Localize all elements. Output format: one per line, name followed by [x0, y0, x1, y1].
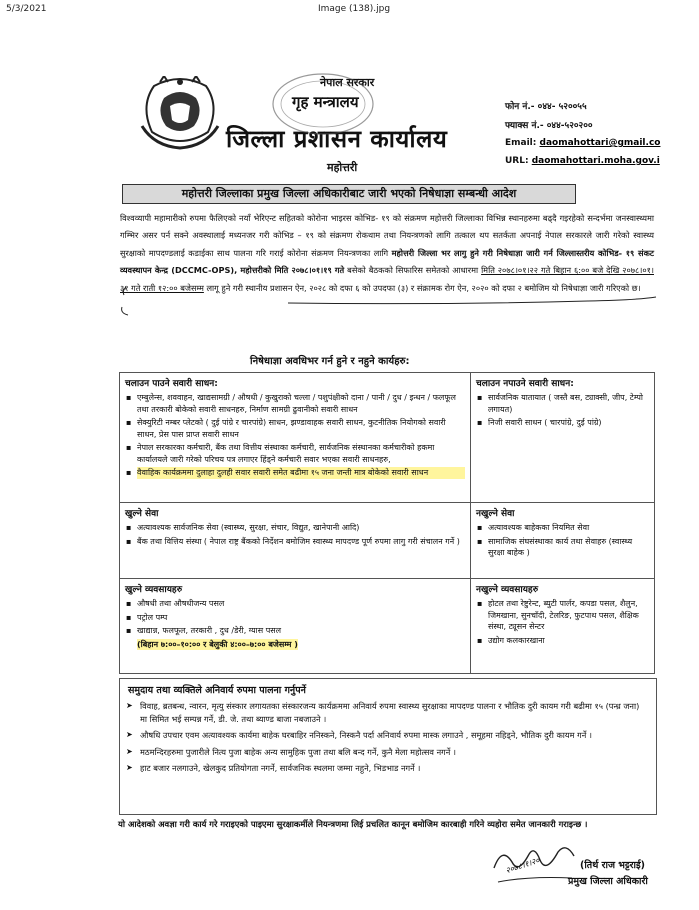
signatory-name: (तिर्थ राज भट्टराई) [580, 860, 645, 871]
list-item: ▪ बैंक तथा वित्तिय संस्था ( नेपाल राष्ट्र बैंकको निर्देशन बमोजिम स्वास्थ्य मापदण्ड पूर्ण रुपमा लागु गरी संचालन गर्ने ) [137, 536, 465, 548]
email-label: Email: [505, 138, 537, 148]
services-open-heading: खुल्ने सेवा [125, 509, 159, 519]
list-item: ▪ वैवाहिक कार्यक्रममा दुलाहा दुलही सवार सवारी समेत बढीमा १५ जना जन्ती मात्र बोकेको सवारी साधन [137, 467, 465, 479]
fax-number: फ्याक्स नं.- ०४४-५२०२०० [505, 121, 593, 131]
district-name: महोत्तरी [327, 161, 358, 174]
list-item: ▪ उद्योग कलकारखाना [488, 635, 649, 647]
services-closed-heading: नखुल्ने सेवा [476, 509, 515, 519]
list-item: ▪ होटल तथा रेष्टुरेन्ट, ब्युटी पार्लर, कपडा पसल, शैलुन, जिमखाना, सुनचाँदी, टेलरिङ, फुटपाथ पसल, शैक्षिक संस्था, ट्यूसन सेन्टर [488, 598, 649, 633]
ministry-name: गृह मन्त्रालय [292, 93, 359, 111]
intro-text-2: बसेको बैठकको सिफारिस समेतको आधारमा [347, 265, 479, 276]
print-date: 5/3/2021 [6, 4, 47, 14]
intro-date-range: मिति २०७८।०१।२२ गते बिहान ६:०० बजे देखि २०७८।०१।३१ गते राती १२:०० बजेसम्म [120, 265, 654, 293]
business-open-cell [120, 579, 471, 674]
services-open-list [125, 522, 465, 547]
list-item: ▪ औषधी तथा औषधीजन्य पसल [137, 598, 465, 610]
intro-text-3: लागू हुने गरी स्थानीय प्रशासन ऐन, २०२८ को दफा ६ को उपदफा (३) र संक्रामक रोग ऐन, २०२० को दफा २ बमोजिम यो निषेधाज्ञा जारी गरिएको छ। [206, 282, 641, 293]
services-closed-cell [471, 503, 655, 579]
list-item: ▪ नेपाल सरकारका कर्मचारी, बैंक तथा वित्तीय संस्थाका कर्मचारी, सार्वजनिक संस्थानका कर्मचारीको हकमा कार्यालयले जारी गरेको परिचय पत्र लगाएर हिंड्ने कर्मचारी सवार भएका सवारी साधनहरु, [137, 442, 465, 465]
rules-table [119, 372, 655, 674]
services-open-cell [120, 503, 471, 579]
intro-text-1: विश्वव्यापी महामारीको रुपमा फैलिएको नयाँ भेरिएन्ट सहितको कोरोना भाइरस कोभिड- १९ को संक्रमण महोत्तरी जिल्लाका विभिन्न स्थानहरुमा बढ्दै गइरहेको सन्दर्भमा जनस्वास्थ्यमा गम्भिर असर पर्न सक्ने अवस्थालाई मध्यनजर गरी कोभिड – १९ को संक्रमण रोकथाम तथा नियन्त्रणको लागि तत्काल थप सतर्कता अपनाई नेपाल सरकारले जारी गरेको स्वास्थ्य सुरक्षाको मापदण्डलाई कडाईका साथ पालना गरि गराई कोरोना संक्रमण नियन्त्रणका लागि [120, 213, 654, 258]
list-item: ▪ अत्यावश्यक सार्वजनिक सेवा (स्वास्थ्य, सुरक्षा, संचार, विद्युत, खानेपानी आदि) [137, 522, 465, 534]
vehicles-denied-heading: चलाउन नपाउने सवारी साधन: [476, 379, 574, 389]
services-closed-list [476, 522, 649, 559]
list-item: ▪ सामाजिक संघसंस्थाका कार्य तथा सेवाहरु (स्वास्थ्य सुरक्षा बाहेक ) [488, 536, 649, 559]
business-closed-list [476, 598, 649, 646]
govt-name: नेपाल सरकार [320, 76, 375, 89]
list-item: ▪ खाद्यान्न, फलफूल, तरकारी , दुध /डेरी, ग्यास पसल [137, 625, 465, 637]
list-item: ➤ औषधि उपचार एवम अत्यावश्यक कार्यमा बाहेक घरबाहिर ननिस्कने, निस्कनै पर्दा अनिवार्य रुपमा मास्क लगाउने , समूहमा नहिड्ने, भौतिक दुरी कायम गर्ने । [126, 729, 648, 742]
signature-date: २०७८।१।२० [504, 855, 541, 876]
section-subheading: निषेधाज्ञा अवधिभर गर्न हुने र नहुने कार्यहरु: [250, 356, 410, 367]
email-row [505, 138, 660, 148]
vehicles-denied-cell [471, 373, 655, 503]
vehicles-denied-list [476, 392, 649, 429]
list-item: ▪ सेक्युरिटी नम्बर प्लेटको ( दुई पांग्रे र चारपांग्रे) साधन, झण्डावाहक सवारी साधन, कुटनीतिक नियोगको सवारी साधन, प्रेस पास प्राप्त सवारी साधन [137, 417, 465, 440]
business-closed-cell [471, 579, 655, 674]
url-link[interactable]: daomahottari.moha.gov.i [531, 156, 660, 166]
list-item: ➤ मठमन्दिरहरुमा पुजारीले नित्य पुजा बाहेक अन्य सामुहिक पुजा तथा बलि बन्द गर्ने, कुनै मेला महोत्सव नगर्ने । [126, 746, 648, 759]
vehicles-allowed-cell [120, 373, 471, 503]
list-item: ▪ निजी सवारी साधन ( चारपांग्रे, दुई पांग्रे) [488, 417, 649, 429]
list-item: ▪ अत्यावश्यक बाहेकका नियमित सेवा [488, 522, 649, 534]
intro-bold: महोत्तरी जिल्ला भर लागु हुने गरी निषेधाज्ञा जारी गर्न जिल्लास्तरीय कोभिड- १९ संकट व्यवस्थापन केन्द्र (DCCMC-OPS), महोत्तरीको मिति २०७८।०१।१९ गते [120, 247, 654, 276]
compliance-heading: समुदाय तथा व्यक्तिले अनिवार्य रुपमा पालना गर्नुपर्ने [128, 685, 306, 696]
business-open-heading: खुल्ने व्यवसायहरु [125, 585, 183, 595]
business-closed-heading: नखुल्ने व्यवसायहरु [476, 585, 539, 595]
email-link[interactable]: daomahottari@gmail.co [539, 138, 661, 148]
list-item: ▪ पट्रोल पम्प [137, 612, 465, 624]
list-item: ➤ हाट बजार नलगाउने, खेलकुद प्रतियोगता नगर्ने, सार्वजनिक स्थलमा जम्मा नहुने, भिडभाड नगर्ने । [126, 762, 648, 775]
office-name: जिल्ला प्रशासन कार्यालय [226, 125, 448, 153]
url-row [505, 156, 660, 166]
document-title: महोत्तरी जिल्लाका प्रमुख जिल्ला अधिकारीबाट जारी भएको निषेधाज्ञा सम्बन्धी आदेश [122, 184, 576, 204]
compliance-list [126, 700, 648, 779]
office-stamp-icon [268, 70, 378, 138]
business-hours: (बिहान ७:००–१०:०० र बेलुकी ४:००–७:०० बजेसम्म ) [137, 639, 298, 649]
phone-number: फोन नं.- ०४४- ५२००५५ [505, 102, 587, 112]
nepal-emblem-icon [134, 76, 226, 154]
list-item: ▪ सार्वजनिक यातायात ( जस्तै बस, ट्याक्सी, जीप, टेम्पो लगायत) [488, 392, 649, 415]
footer-note: यो आदेशको अवज्ञा गरी कार्य गरे गराइएको पाइएमा सुरक्षाकर्मीले नियन्त्रणमा लिई प्रचलित कानून बमोजिम कारबाही गरिने व्यहोरा समेत जानकारी गराइन्छ । [118, 819, 588, 829]
compliance-section [119, 678, 657, 815]
list-item: ➤ विवाह, ब्रतबन्ध, न्वारन, मृत्यु संस्कार लगायतका संस्कारजन्य कार्यक्रममा अनिवार्य रुपमा स्वास्थ्य सुरक्षाका मापदण्ड पालना र भौतिक दुरी कायम गरी बढीमा १५ (पन्ध्र जना) मा सिमित भई सम्पन्न गर्ने, डी. जे. तथा ब्याण्ड बाजा नबजाउने । [126, 700, 648, 725]
vehicles-allowed-list [125, 392, 465, 479]
pen-mark-icon [118, 281, 658, 319]
signatory-title: प्रमुख जिल्ला अधिकारी [568, 876, 648, 887]
business-open-list [125, 598, 465, 637]
print-filename: Image (138).jpg [318, 4, 391, 14]
list-item: ▪ एम्बुलेन्स, शववाहन, खाद्यसामग्री / औषधी / कुखुराको चल्ला / पशुपंक्षीको दाना / पानी / दुध / इन्धन / फलफूल तथा तरकारी बोकेको सवारी साधनहरु, निर्माण सामग्री ढुवानीको सवारी साधन [137, 392, 465, 415]
url-label: URL: [505, 156, 529, 166]
vehicles-allowed-heading: चलाउन पाउने सवारी साधन: [125, 379, 218, 389]
